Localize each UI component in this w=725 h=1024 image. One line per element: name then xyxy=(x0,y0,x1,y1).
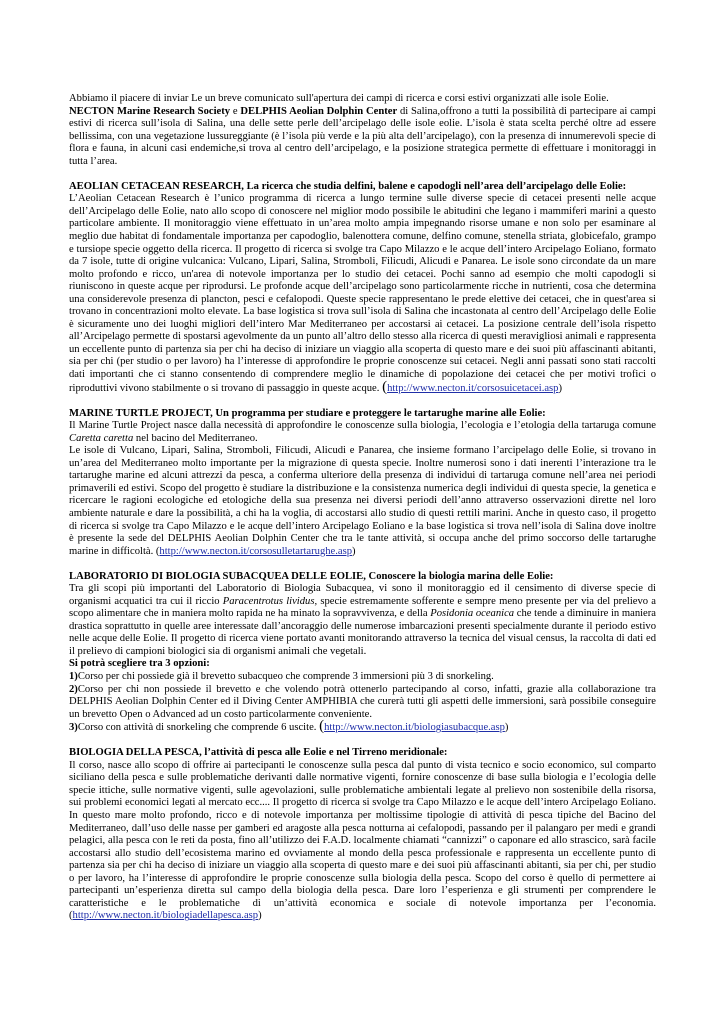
paren-close: ) xyxy=(504,722,509,734)
paren-close: ) xyxy=(258,910,262,922)
intro-line: Abbiamo il piacere di inviar Le un breve comunicato sull'apertura dei campi di ricerca e corsi estivi organizzati alle isole Eolie. xyxy=(69,93,609,104)
option-2-text: Corso per chi non possiede il brevetto e che volendo potrà ottenerlo partecipando al corso, infatti, grazie alla collaborazione tra DELPHIS Aeolian Dolphin Center ed il Diving Center AMPHIBIA che curerà tutti gli aspetti delle immersioni, sarà possibile conseguire un brevetto Open o Advanced ad un costo particolarmente conveniente. xyxy=(69,683,656,720)
intro-body: di Salina,offrono a tutti la possibilità di partecipare ai campi estivi di ricerca sull’isola di Salina, una delle sette perle dell’arcipelago delle isole eolie. L’isola è stata scelta perché oltre ad essere bellissima, con una vegetazione lussureggiante (è l’isola più verde e la più alta dell’arcipelago), con la presenza di innumerevoli specie di flora e fauna, in alcuni casi endemiche,si trova al centro dell’arcipelago, e la posizione strategica permette di effettuare i monitoraggi in tutta l’area. xyxy=(69,105,656,167)
option-1-number: 1) xyxy=(69,671,78,683)
option-1-text: Corso per chi possiede già il brevetto subacqueo che comprende 3 immersioni più 3 di snorkeling. xyxy=(77,671,494,683)
option-3-number: 3) xyxy=(69,722,78,734)
species-caretta: Caretta caretta xyxy=(69,432,134,444)
section-fishing-heading: BIOLOGIA DELLA PESCA, l’attività di pesca alle Eolie e nel Tirreno meridionale: xyxy=(69,747,448,759)
section-fishing xyxy=(69,747,656,923)
option-3-text: Corso con attività di snorkeling che comprende 6 uscite. xyxy=(77,722,320,734)
link-biologiadellapesca[interactable]: http://www.necton.it/biologiadellapesca.asp xyxy=(72,910,259,922)
link-cetacei[interactable]: http://www.necton.it/corsosuicetacei.asp xyxy=(387,382,559,394)
option-2-number: 2) xyxy=(69,683,78,695)
paren-close: ) xyxy=(352,545,356,557)
link-tartarughe[interactable]: http://www.necton.it/corsosulletartarughe.asp xyxy=(159,545,353,557)
section-cetacean-body: L’Aeolian Cetacean Research è l’unico programma di ricerca a lungo termine sulle diverse specie di cetacei presenti nelle acque dell’Arcipelago delle Eolie, nato allo scopo di conoscere nel miglior modo possibile le abitudini che legano i mammiferi marini a questo particolare ambiente. Il monitoraggio viene effettuato in un’area molto ampia impegnando risorse umane e non solo per esaminare al meglio due habitat di fondamentale importanza per capodoglio, balenottera comune, delfino comune, stenella striata, globicefalo, grampo e tursiope specie oggetto della ricerca. Il progetto di ricerca si svolge tra Capo Milazzo e le acque dell’intero Arcipelago Eoliano, formato da 7 isole, tutte di origine vulcanica: Vulcano, Lipari, Salina, Stromboli, Filicudi, Alicudi e Panarea. Le isole sono circondate da un mare molto profondo e ricco, un'area di notevole importanza per lo studio dei cetacei. Pochi sanno ad esempio che molti capodogli si riuniscono in queste acque per riprodursi. Le profonde acque dell’arcipelago sono particolarmente ricche in nutrienti, cosa che determina una considerevole presenza di plancton, pesci e cefalopodi. Queste specie rappresentano le prede elettive dei cetacei, che in quest'area si trovano in concentrazioni molto elevate. La base logistica si trova sull’isola di Salina che incastonata al centro dell’Arcipelago delle Eolie è sicuramente uno dei luoghi migliori dell’intero Mar Mediterraneo per accostarsi ai cetacei. La posizione centrale dell’isola rispetto all’Arcipelago permette di spostarsi agevolmente da un punto all’altro dello stesso alla ricerca di questi meravigliosi animali e rappresenta un eccellente punto di partenza sia per chi ha deciso di iniziare un viaggio alla scoperta di questo mare e dei suoi più affascinanti abitanti, sia per chi (per studio o per lavoro) ha l’interesse di approfondire le proprie conoscenze sui cetacei. Negli anni passati sono stati raccolti dati importanti che ci stanno consentendo di comprendere meglio le dinamiche di popolazione dei cetacei che per motivi trofici o riproduttivi vivono stabilmente o si trovano di passaggio in queste acque. xyxy=(69,193,656,394)
section-fishing-body: Il corso, nasce allo scopo di offrire ai partecipanti le conoscenze sulla pesca dal punto di vista tecnico e socio economico, sul comparto siciliano della pesca e sulle problematiche derivanti dalle normative vigenti, fornire conoscenze di base sulla biologia e l’ecologia delle specie ittiche, sulle normative vigenti, sulle agevolazioni, sulle problematiche ambientali legate al prelievo non sostenibile della risorsa, sui problemi economici legati al mercato ecc.... Il progetto di ricerca si svolge tra Capo Milazzo e le acque dell’intero Arcipelago Eoliano. In questo mare molto profondo, ricco e di notevole importanza per moltissime tipologie di attività di pesca tipiche del Bacino del Mediterraneo, dall’uso delle nasse per gamberi ed aragoste alla pesca notturna ai cefalopodi, passando per il palangaro per medi e grandi pelagici, alla pesca con le reti da posta, fino all’utilizzo dei F.A.D. localmente chiamati “cannizzi” o caponare ed allo strascico, sarà facile accostarsi allo studio dell’ecosistema marino ed ovviamente al mondo della pesca professionale e rappresenta un eccellente punto di partenza sia per chi ha deciso di iniziare un viaggio alla scoperta di questo mare e dei suoi più affascinanti abitanti, sia per chi, per studio o per lavoro, ha l’interesse di approfondire le proprie conoscenze sulla biologia della pesca. Scopo del corso è quello di permettere ai partecipanti un’esperienza diretta sul campo della biologia della pesca. Dare loro l’esperienza e gli strumenti per comprendere le caratteristiche e le problematiche di un’attività economica e sociale di notevole importanza per l’economia. ( xyxy=(69,759,656,922)
section-lab xyxy=(69,571,656,735)
document-page xyxy=(69,93,656,923)
section-turtle-intro-end: nel bacino del Mediterraneo. xyxy=(133,432,258,444)
paren-open: ( xyxy=(319,718,325,735)
section-lab-heading: LABORATORIO DI BIOLOGIA SUBACQUEA DELLE EOLIE, Conoscere la biologia marina delle Eolie: xyxy=(69,570,554,582)
paren-open: ( xyxy=(382,378,388,395)
section-lab-body-a: Tra gli scopi più importanti del Laboratorio di Biologia Subacquea, vi sono il monitoraggio ed il censimento di diverse specie di organismi acquatici tra cui il riccio xyxy=(69,583,656,607)
section-lab-body-b: specie estremamente sofferente e sempre meno presente per via del prelievo a scopo alimentare che in maniera molto rapida ne ha minato la sopravvivenza, e della xyxy=(69,595,656,620)
intro-paragraph xyxy=(69,93,656,168)
section-turtle-intro: Il Marine Turtle Project nasce dalla necessità di approfondire le conoscenze sulla biologia, l’ecologia e l’etologia della tartaruga comune xyxy=(69,420,656,432)
section-turtle-body: Le isole di Vulcano, Lipari, Salina, Stromboli, Filicudi, Alicudi e Panarea, che insieme formano l’arcipelago delle Eolie, si trovano in un’area del Mediterraneo molto importante per la migrazione di questa specie. Inoltre numerosi sono i dati inerenti l’interazione tra le tartarughe marine ed alcuni attrezzi da pesca, a conferma ulteriore della presenza di individui di tartaruga comune nell’area nei periodi primaverili ed estivi. Scopo del progetto è studiare la distribuzione e la consistenza numerica degli individui di questa specie, la genetica e ricercare le ragioni ecologiche ed etologiche della sua presenza nei diversi periodi dell’anno attraverso osservazioni dirette nel loro ambiente naturale e dare la possibilità, a chi ha la voglia, di accostarsi allo studio di questi rettili marini. Anche in questo caso, il progetto di ricerca si svolge tra Capo Milazzo e le acque dell’intero Arcipelago Eoliano e la base logistica si trova nell’isola di Salina dove inoltre è presente la sede del DELPHIS Aeolian Dolphin Center che tra le tante attività, si occupa anche del primo soccorso delle tartarughe marine in difficoltà. ( xyxy=(69,445,656,557)
options-heading: Si potrà scegliere tra 3 opzioni: xyxy=(69,658,210,670)
org-necton: NECTON Marine Research Society xyxy=(69,105,231,117)
section-cetacean-heading: AEOLIAN CETACEAN RESEARCH, La ricerca che studia delfini, balene e capodogli nell’area dell’arcipelago delle Eolie: xyxy=(69,180,627,192)
paren-close: ) xyxy=(558,382,563,394)
org-delphis: DELPHIS Aeolian Dolphin Center xyxy=(240,105,398,117)
species-paracentrotus: Paracentrotus lividus, xyxy=(222,595,318,607)
species-posidonia: Posidonia oceanica xyxy=(430,608,515,620)
section-lab-body-c: che tende a diminuire in maniera drastica soprattutto in quelle aree interessate dall’ancoraggio delle numerose imbarcazioni presenti specialmente durante il periodo estivo nelle acque delle Eolie. Il progetto di ricerca viene portato avanti monitorando attraverso la tecnica del visual census, la raccolta di dati ed il prelievo di campioni biologici sia di organismi animali che vegetali. xyxy=(69,608,656,657)
section-cetacean xyxy=(69,181,656,395)
conjunction: e xyxy=(230,105,241,117)
section-turtle xyxy=(69,408,656,559)
section-turtle-heading: MARINE TURTLE PROJECT, Un programma per studiare e proteggere le tartarughe marine alle Eolie: xyxy=(69,407,546,419)
link-biologiasubacque[interactable]: http://www.necton.it/biologiasubacque.asp xyxy=(324,722,505,734)
